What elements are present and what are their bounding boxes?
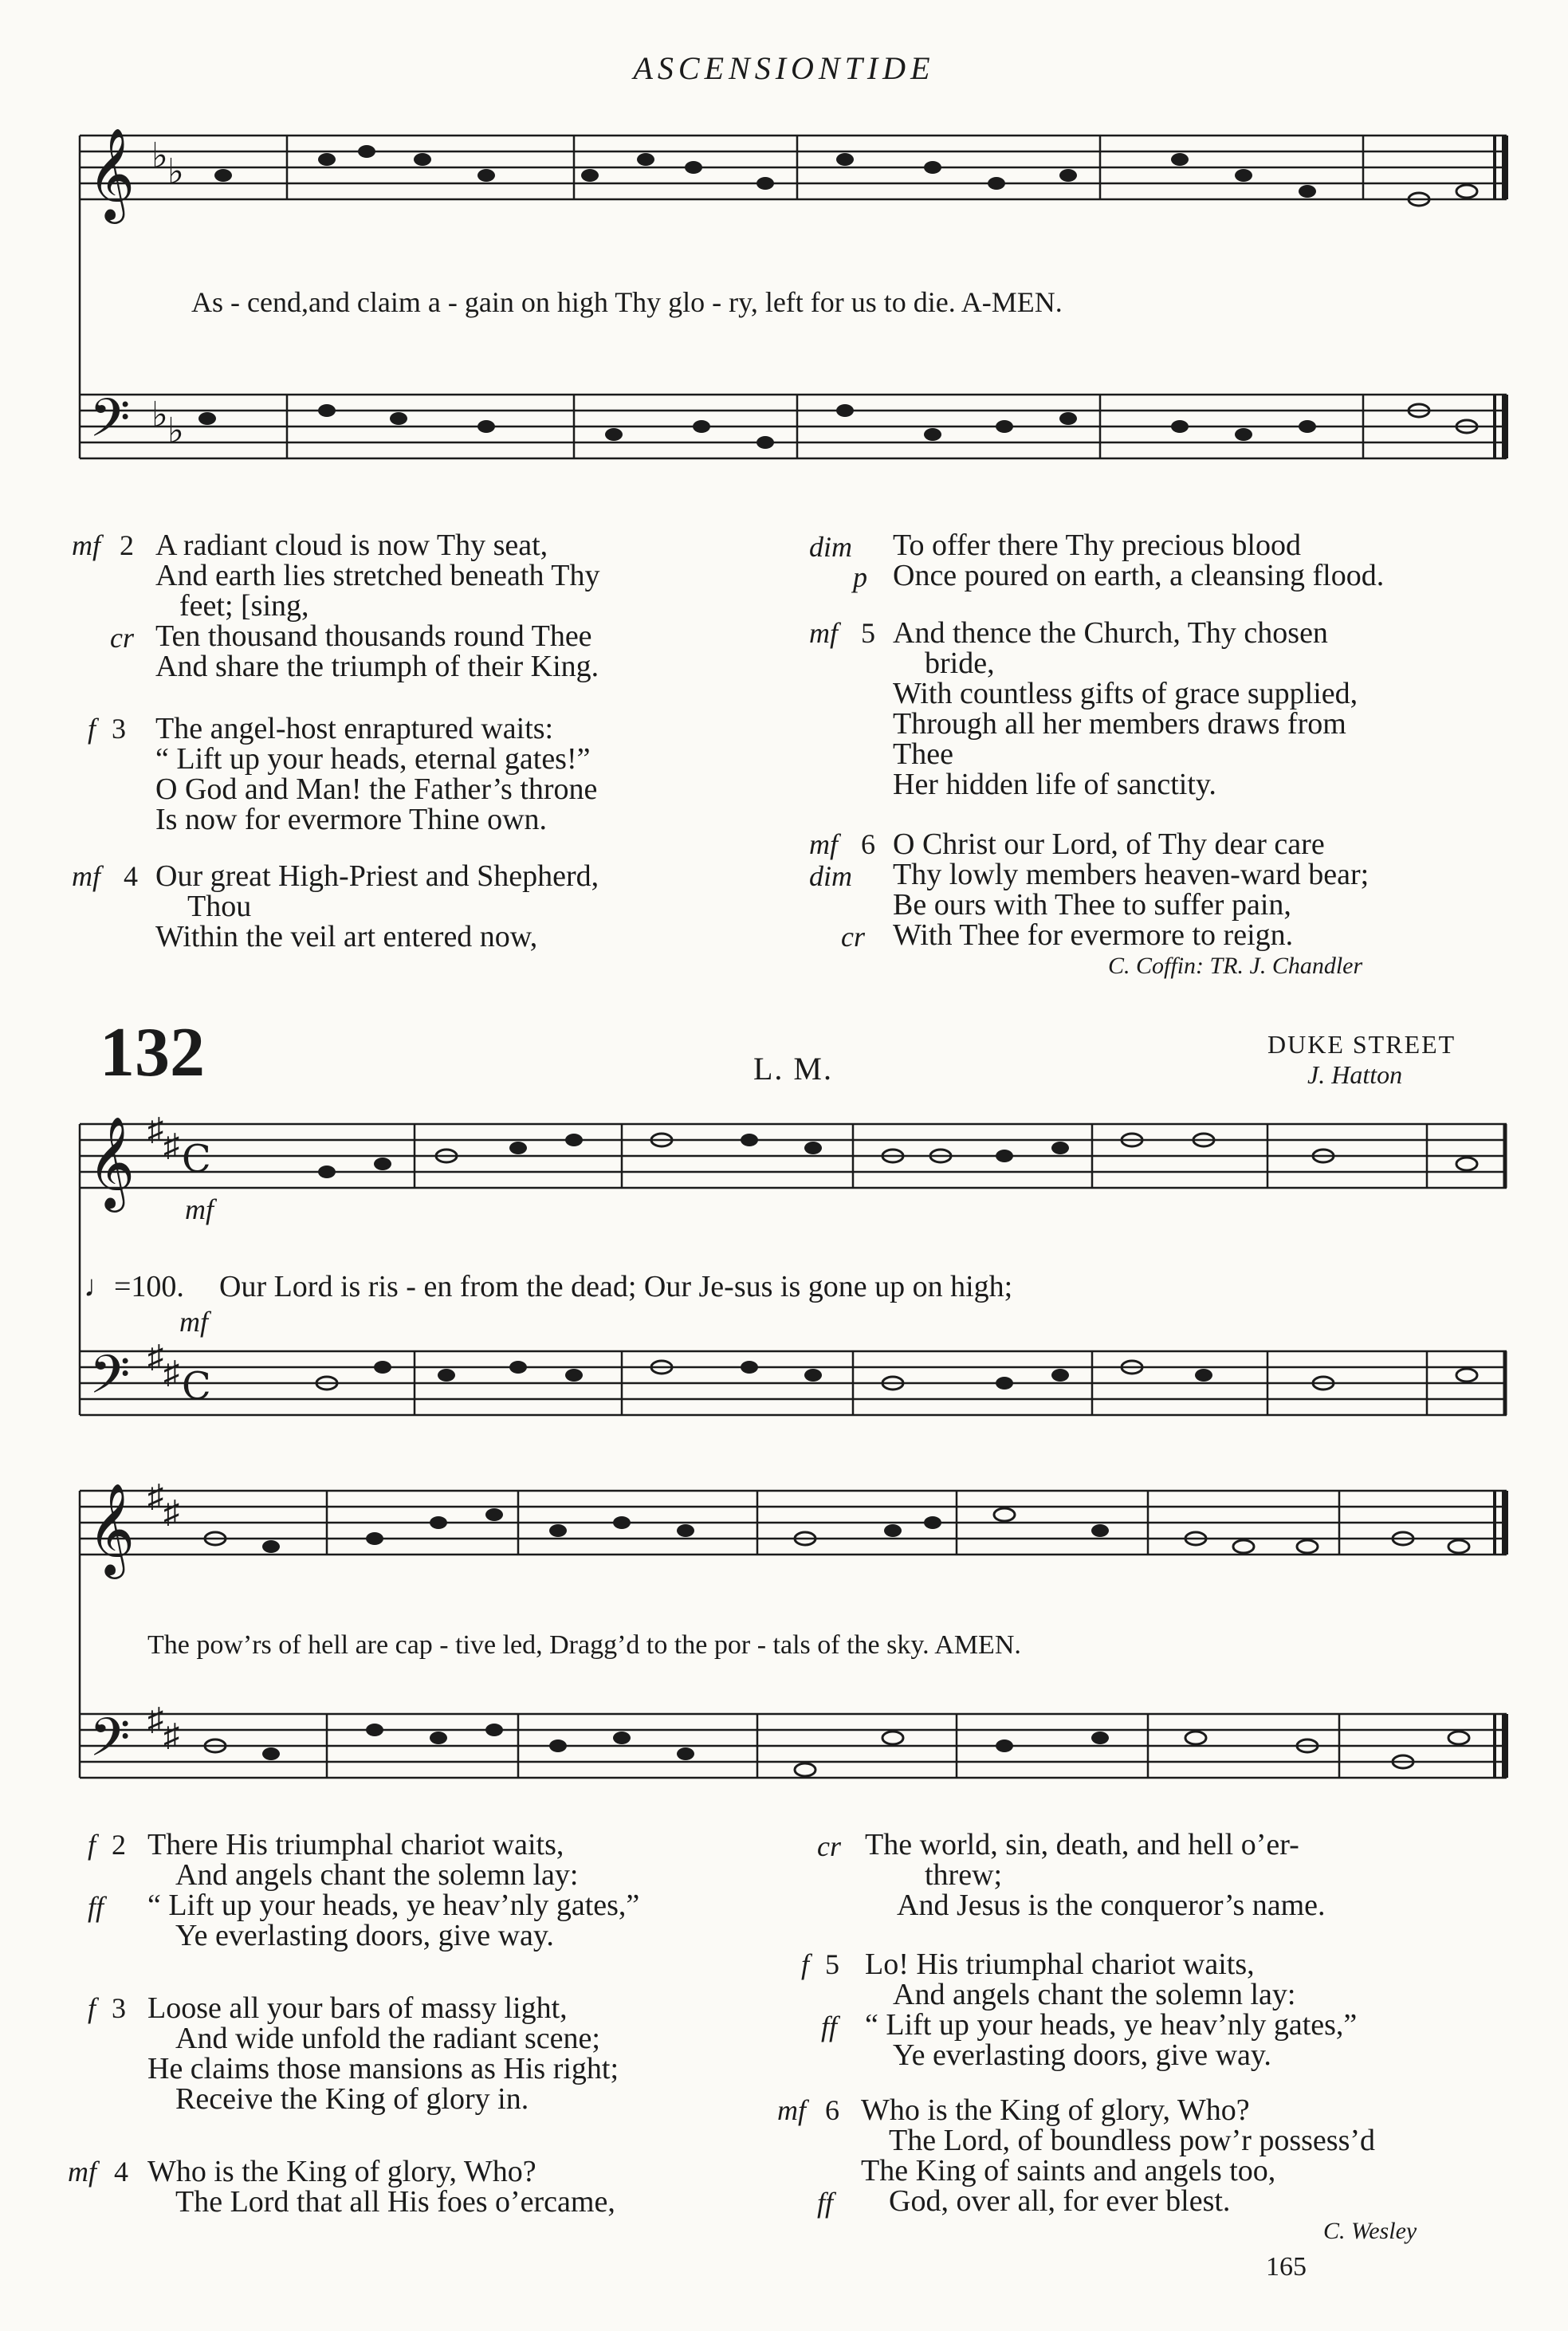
svg-text:♭: ♭ [151, 136, 168, 175]
composer: J. Hatton [1307, 1060, 1403, 1089]
svg-text:♯: ♯ [163, 1717, 179, 1753]
top-stanza-2-text: A radiant cloud is now Thy seat, And earth lies stretched beneath Thy feet; [sing, Ten thousand thousands round Thee And share the triumph of their King. [155, 529, 600, 683]
h132-stanza-5-text: Lo! His triumphal chariot waits, And angels chant the solemn lay: “ Lift up your heads, ye heav’nly gates,” Ye everlasting doors, give way. [865, 1948, 1358, 2072]
dyn-cr-2: cr [841, 921, 865, 953]
top-attribution: C. Coffin: TR. J. Chandler [1108, 953, 1363, 979]
dyn-p: p [853, 561, 867, 593]
dyn-cr: cr [110, 622, 134, 654]
svg-text:𝄢: 𝄢 [89, 1707, 131, 1781]
svg-text:𝄞: 𝄞 [88, 1482, 136, 1575]
svg-text:𝄢: 𝄢 [89, 1344, 131, 1418]
svg-text:𝄞: 𝄞 [88, 127, 136, 220]
svg-text:𝄞: 𝄞 [88, 1115, 136, 1209]
svg-text:♭: ♭ [167, 152, 184, 191]
hymn-132-attribution: C. Wesley [1323, 2218, 1417, 2244]
dyn-mf-treble: mf [185, 1193, 214, 1225]
h132-stanza-3-text: Loose all your bars of massy light, And wide unfold the radiant scene; He claims those mansions as His right; Receive the King of glory in. [147, 1991, 619, 2116]
svg-text:♯: ♯ [163, 1494, 179, 1530]
dyn-ff-1: ff [88, 1891, 104, 1923]
svg-text:♯: ♯ [163, 1354, 179, 1390]
dyn-ff-3: ff [817, 2187, 834, 2219]
dyn-cr-3: cr [817, 1830, 841, 1862]
page-header: ASCENSIONTIDE [633, 50, 935, 86]
svg-text:C: C [182, 1137, 211, 1181]
svg-text:♯: ♯ [147, 1338, 163, 1374]
top-stanza-6-text: O Christ our Lord, of Thy dear care Thy lowly members heaven-ward bear; Be ours with Thee to suffer pain, With Thee for evermore to reign. [893, 827, 1370, 952]
page-number: 165 [1266, 2252, 1307, 2282]
dyn-mf-bass: mf [179, 1306, 208, 1338]
svg-text:𝄢: 𝄢 [89, 387, 131, 462]
top-stanza-4-cont: To offer there Thy precious blood Once poured on earth, a cleansing flood. [893, 529, 1385, 592]
h132-stanza-4-text: Who is the King of glory, Who? The Lord that all His foes o’ercame, [147, 2155, 615, 2219]
hymn-132-lyric-1: Our Lord is ris - en from the dead; Our Je-sus is gone up on high; [219, 1270, 1013, 1303]
dyn-dim: dim [809, 531, 852, 563]
tune-name: DUKE STREET [1267, 1030, 1456, 1059]
dyn-dim-2: dim [809, 860, 852, 892]
svg-text:♭: ♭ [167, 411, 184, 450]
svg-text:♯: ♯ [147, 1478, 163, 1514]
top-stanza-3-text: The angel-host enraptured waits: “ Lift up your heads, eternal gates!” O God and Man! the Father’s throne Is now for evermore Thine own. [155, 712, 598, 836]
tempo-marking: ♩=100. [84, 1270, 184, 1303]
top-hymn-lyric: As - cend,and claim a - gain on high Thy glo - ry, left for us to die. A-MEN. [191, 286, 1063, 318]
hymn-meter: L. M. [753, 1051, 833, 1087]
hymn-132-lyric-2: The pow’rs of hell are cap - tive led, Dragg’d to the por - tals of the sky. AMEN. [147, 1630, 1021, 1660]
svg-text:♯: ♯ [147, 1701, 163, 1737]
svg-text:♯: ♯ [163, 1127, 179, 1163]
dyn-ff-2: ff [821, 2011, 838, 2042]
svg-text:C: C [182, 1364, 211, 1409]
svg-text:♯: ♯ [147, 1111, 163, 1147]
h132-stanza-2-text: There His triumphal chariot waits, And angels chant the solemn lay: “ Lift up your heads, ye heav’nly gates,” Ye everlasting doors, give way. [147, 1828, 640, 1952]
top-stanza-4-text: Our great High-Priest and Shepherd, Thou Within the veil art entered now, [155, 859, 599, 953]
top-stanza-5-text: And thence the Church, Thy chosen bride, With countless gifts of grace supplied, Through all her members draws from Thee Her hidden life of sanctity. [893, 616, 1358, 801]
h132-stanza-6-text: Who is the King of glory, Who? The Lord, of boundless pow’r possess’d The King of saints and angels too, God, over all, for ever blest. [861, 2093, 1376, 2218]
svg-text:♭: ♭ [151, 395, 168, 434]
hymn-number: 132 [100, 1014, 205, 1091]
h132-stanza-4-cont: The world, sin, death, and hell o’er- threw; And Jesus is the conqueror’s name. [865, 1828, 1326, 1922]
